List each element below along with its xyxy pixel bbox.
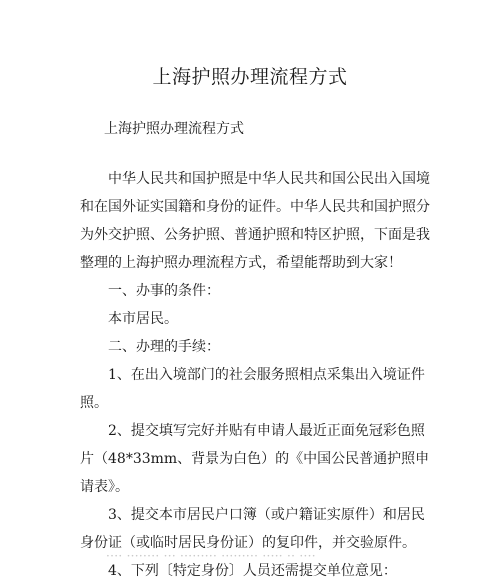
document-subtitle: 上海护照办理流程方式	[104, 121, 244, 137]
document-body	[80, 165, 430, 585]
procedure-step-4: 4、下列〔特定身份〕人员还需提交单位意见：	[108, 563, 397, 579]
document-title: 上海护照办理流程方式	[152, 66, 348, 88]
procedure-step-1: 1、在出入境部门的社会服务照相点采集出入境证件照。	[80, 367, 425, 411]
procedure-step-2: 2、提交填写完好并贴有申请人最近正面免冠彩色照片（48*33mm、背景为白色）的《中国公民普通护照申请表》。	[80, 423, 430, 495]
intro-paragraph: 中华人民共和国护照是中华人民共和国公民出入国境和在国外证实国籍和身份的证件。中华人民共和国护照分为外交护照、公务护照、普通护照和特区护照，下面是我整理的上海护照办理流程方式，希望能帮助到大家！	[80, 171, 430, 271]
section-heading-procedures: 二、办理的手续：	[108, 339, 220, 355]
condition-item: 本市居民。	[108, 311, 178, 327]
procedure-step-3: 3、提交本市居民户口簿（或户籍证实原件）和居民身份证（或临时居民身份证）的复印件，并交验原件。	[80, 507, 425, 551]
section-heading-conditions: 一、办事的条件：	[108, 283, 220, 299]
watermark-text: ···· ········ ··· ········· ········· ····· ·· ····	[106, 549, 316, 563]
